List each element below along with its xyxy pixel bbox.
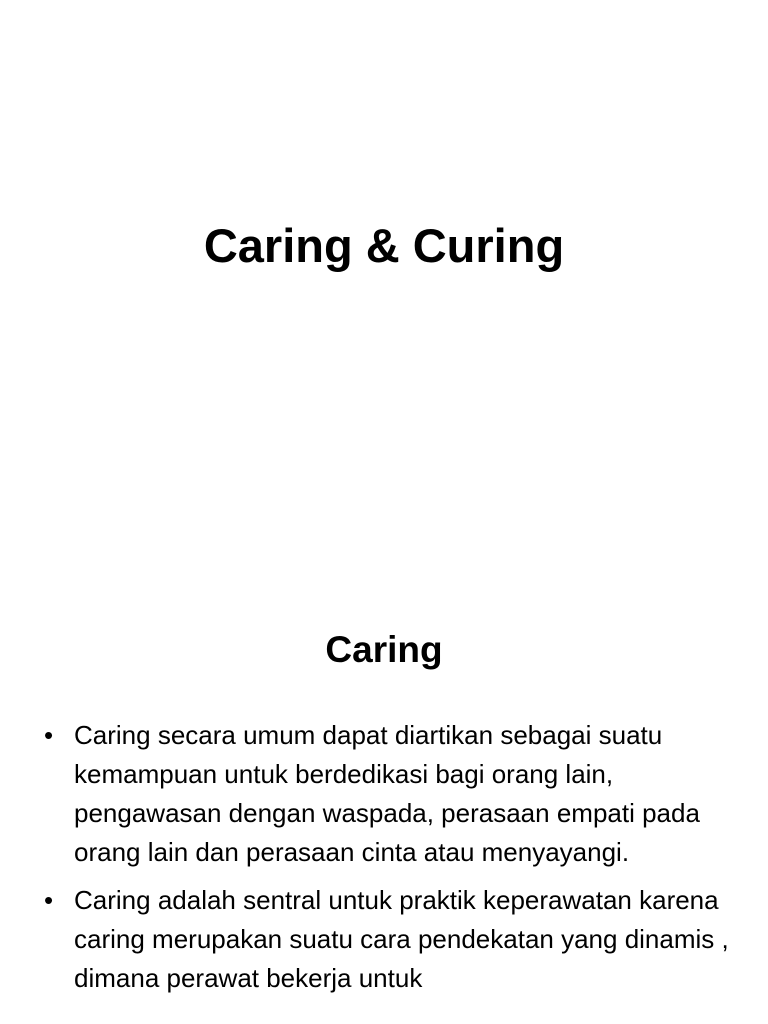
bullet-item-1: [44, 716, 734, 872]
slide-1-title: Caring & Curing: [203, 219, 565, 272]
slide-2-title: Caring: [325, 629, 443, 670]
slide-2: [0, 576, 768, 1024]
bullet-icon: •: [44, 720, 54, 750]
bullet-list: [44, 716, 734, 1007]
bullet-icon: •: [44, 885, 54, 915]
bullet-text: Caring secara umum dapat diartikan sebagai suatu kemampuan untuk berdedikasi bagi orang lain, pengawasan dengan waspada, perasaan empati pada orang lain dan perasaan cinta atau menyayangi.: [74, 720, 700, 867]
bullet-item-2: [44, 881, 734, 998]
bullet-text: Caring adalah sentral untuk praktik keperawatan karena caring merupakan suatu cara pendekatan yang dinamis , dimana perawat bekerja untuk: [74, 885, 729, 993]
